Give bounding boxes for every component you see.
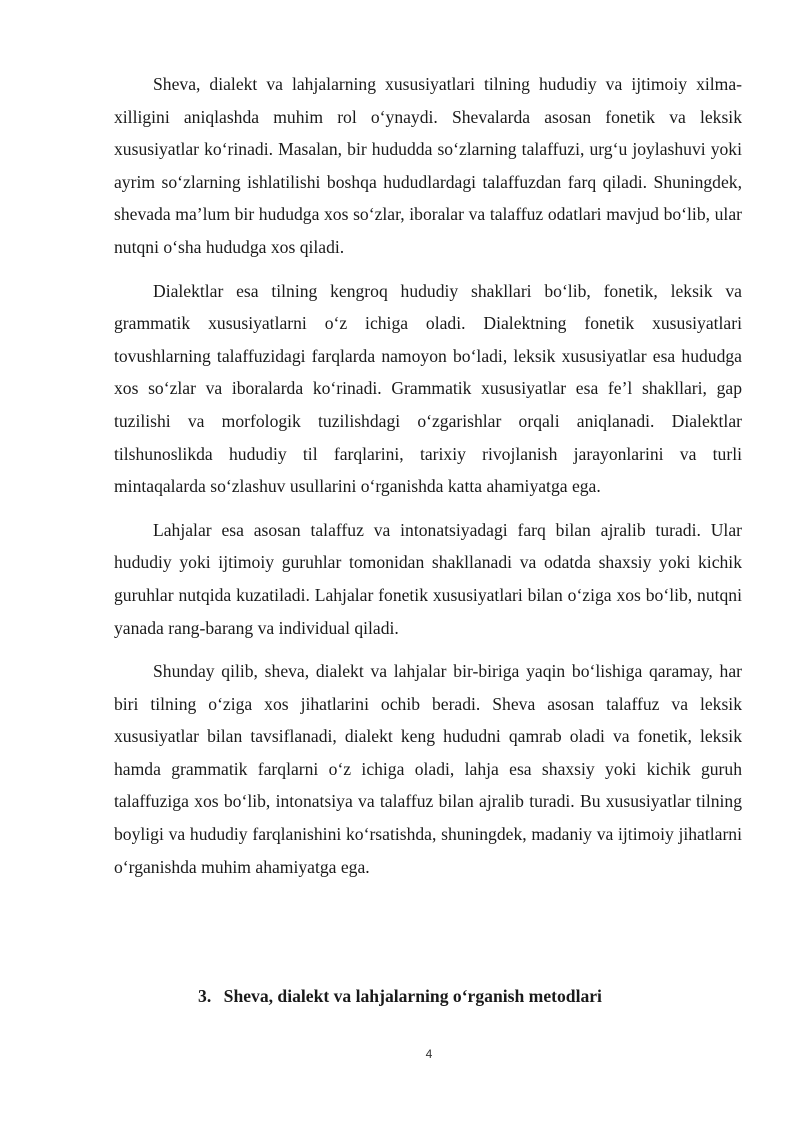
paragraph-2: Dialektlar esa tilning kengroq hududiy shakllari bo‘lib, fonetik, leksik va grammatik xususiyatlarni o‘z ichiga oladi. Dialektning fonetik xususiyatlari tovushlarning talaffuzidagi farqlarda namoyon bo‘ladi, leksik xususiyatlar esa hududga xos so‘zlar va iboralarda ko‘rinadi. Grammatik xususiyatlar esa fe’l shakllari, gap tuzilishi va morfologik tuzilishdagi o‘zgarishlar orqali aniqlanadi. Dialektlar tilshunoslikda hududiy til farqlarini, tarixiy rivojlanish jarayonlarini va turli mintaqalarda so‘zlashuv usullarini o‘rganishda katta ahamiyatga ega. [114,280,742,497]
section-heading [0,980,800,1012]
body-text [114,68,742,894]
section-number: 3. [198,986,212,1006]
page-number: 4 [425,1047,433,1061]
paragraph-3: Lahjalar esa asosan talaffuz va intonatsiyadagi farq bilan ajralib turadi. Ular hududiy yoki ijtimoiy guruhlar tomonidan shakllanadi va odatda shaxsiy yoki kichik guruhlar nutqida kuzatiladi. Lahjalar fonetik xususiyatlari bilan o‘ziga xos bo‘lib, nutqni yanada rang-barang va individual qiladi. [114,519,742,638]
paragraph-4: Shunday qilib, sheva, dialekt va lahjalar bir-biriga yaqin bo‘lishiga qaramay, har biri tilning o‘ziga xos jihatlarini ochib beradi. Sheva asosan talaffuz va leksik xususiyatlar bilan tavsiflanadi, dialekt keng hududni qamrab oladi va fonetik, leksik hamda grammatik farqlarni o‘z ichiga oladi, lahja esa shaxsiy yoki kichik guruh talaffuziga xos bo‘lib, intonatsiya va talaffuz bilan ajralib turadi. Bu xususiyatlar tilning boyligi va hududiy farqlanishini ko‘rsatishda, shuningdek, madaniy va ijtimoiy jihatlarni o‘rganishda muhim ahamiyatga ega. [114,661,742,877]
paragraph-1: Sheva, dialekt va lahjalarning xususiyatlari tilning hududiy va ijtimoiy xilma-xilligini aniqlashda muhim rol o‘ynaydi. Shevalarda asosan fonetik va leksik xususiyatlar ko‘rinadi. Masalan, bir hududda so‘zlarning talaffuzi, urg‘u joylashuvi yoki ayrim so‘zlarning ishlatilishi boshqa hududlardagi talaffuzdan farq qiladi. Shuningdek, shevada ma’lum bir hududga xos so‘zlar, iboralar va talaffuz odatlari mavjud bo‘lib, ular nutqni o‘sha hududga xos qiladi. [114,74,742,257]
section-title: Sheva, dialekt va lahjalarning o‘rganish metodlari [223,986,602,1006]
